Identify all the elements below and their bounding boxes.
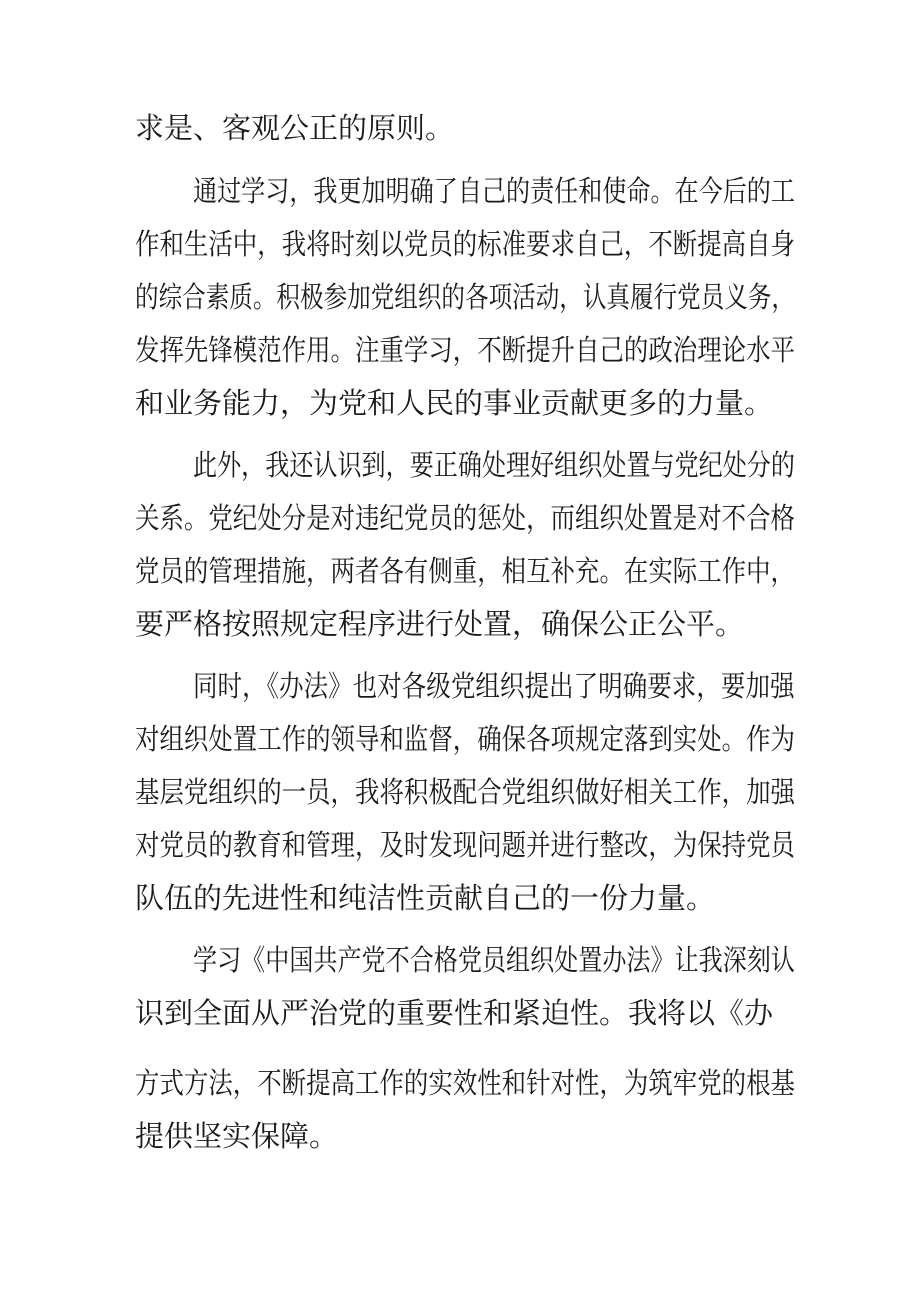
text-line: 同时，《办法》也对各级党组织提出了明确要求，要加强 <box>193 669 795 703</box>
text-line: 要严格按照规定程序进行处置，确保公正公平。 <box>135 607 745 641</box>
text-line: 识到全面从严治党的重要性和紧迫性。我将以《办 <box>135 996 774 1030</box>
text-line: 基层党组织的一员，我将积极配合党组织做好相关工作，加强 <box>135 775 796 809</box>
text-line: 作和生活中，我将时刻以党员的标准要求自己，不断提高自身 <box>135 227 796 261</box>
text-line: 求是、客观公正的原则。 <box>135 111 455 145</box>
text-line: 的综合素质。积极参加党组织的各项活动，认真履行党员义务， <box>135 280 796 314</box>
text-line: 关系。党纪处分是对违纪党员的惩处，而组织处置是对不合格 <box>135 501 796 535</box>
text-line: 方式方法，不断提高工作的实效性和针对性，为筑牢党的根基 <box>135 1066 796 1100</box>
text-line: 和业务能力，为党和人民的事业贡献更多的力量。 <box>135 386 774 420</box>
text-line: 对党员的教育和管理，及时发现问题并进行整改，为保持党员 <box>135 828 796 862</box>
text-line: 发挥先锋模范作用。注重学习，不断提升自己的政治理论水平 <box>135 333 796 367</box>
text-line: 通过学习，我更加明确了自己的责任和使命。在今后的工 <box>193 174 795 208</box>
text-line: 党员的管理措施，两者各有侧重，相互补充。在实际工作中， <box>135 554 796 588</box>
text-line: 此外，我还认识到，要正确处理好组织处置与党纪处分的 <box>193 448 795 482</box>
text-line: 学习《中国共产党不合格党员组织处置办法》让我深刻认 <box>193 943 795 977</box>
text-line: 对组织处置工作的领导和监督，确保各项规定落到实处。作为 <box>135 722 796 756</box>
text-line: 队伍的先进性和纯洁性贡献自己的一份力量。 <box>135 881 716 915</box>
text-line: 提供坚实保障。 <box>135 1119 339 1153</box>
